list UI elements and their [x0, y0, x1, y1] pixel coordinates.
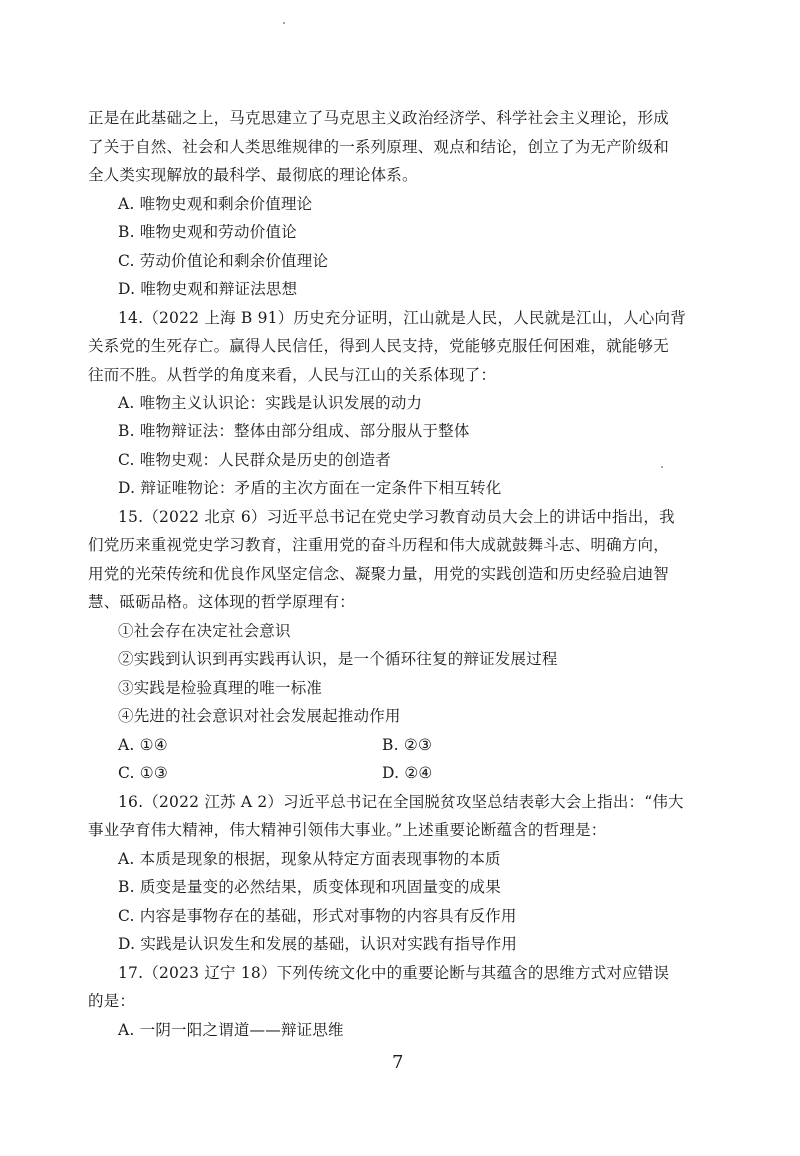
- q14-stem-line-3: 往而不胜。从哲学的角度来看，人民与江山的关系体现了：: [88, 366, 497, 384]
- scan-speck: [661, 466, 663, 468]
- q15-statement-4: ④先进的社会意识对社会发展起推动作用: [118, 707, 401, 725]
- q13-option-b: B. 唯物史观和劳动价值论: [118, 223, 297, 241]
- q13-option-a: A. 唯物史观和剩余价值理论: [118, 195, 313, 213]
- q15-option-c: C. ①③: [118, 764, 168, 782]
- page-number: 7: [392, 1052, 404, 1073]
- q16-option-d: D. 实践是认识发生和发展的基础，认识对实践有指导作用: [118, 935, 518, 953]
- q15-statement-3: ③实践是检验真理的唯一标准: [118, 679, 323, 697]
- q14-option-d: D. 辩证唯物论：矛盾的主次方面在一定条件下相互转化: [118, 479, 502, 497]
- q15-option-a: A. ①④: [118, 736, 168, 754]
- passage-line-3: 全人类实现解放的最科学、最彻底的理论体系。: [88, 166, 418, 184]
- q17-option-a: A. 一阴一阳之谓道——辩证思维: [118, 1021, 344, 1039]
- passage-line-1: 正是在此基础之上，马克思建立了马克思主义政治经济学、科学社会主义理论，形成: [88, 109, 669, 127]
- q16-stem-line-2: 事业孕育伟大精神，伟大精神引领伟大事业。”上述重要论断蕴含的哲理是：: [88, 821, 607, 839]
- q15-statement-2: ②实践到认识到再实践再认识，是一个循环往复的辩证发展过程: [118, 650, 558, 668]
- q14-stem-line-1: 14.（2022 上海 B 91）历史充分证明，江山就是人民，人民就是江山，人心向背: [118, 309, 686, 327]
- q13-option-d: D. 唯物史观和辩证法思想: [118, 280, 298, 298]
- q15-stem-line-2: 们党历来重视党史学习教育，注重用党的奋斗历程和伟大成就鼓舞斗志、明确方向，: [88, 536, 669, 554]
- q15-statement-1: ①社会存在决定社会意识: [118, 622, 291, 640]
- q15-option-b: B. ②③: [382, 736, 433, 754]
- q17-stem-line-2: 的是：: [88, 992, 136, 1010]
- q15-option-d: D. ②④: [382, 764, 433, 782]
- q17-stem-line-1: 17.（2023 辽宁 18）下列传统文化中的重要论断与其蕴含的思维方式对应错误: [118, 964, 670, 982]
- scan-speck: [283, 22, 285, 24]
- q16-option-b: B. 质变是量变的必然结果，质变体现和巩固量变的成果: [118, 878, 501, 896]
- passage-line-2: 了关于自然、社会和人类思维规律的一系列原理、观点和结论，创立了为无产阶级和: [88, 138, 669, 156]
- q16-stem-line-1: 16.（2022 江苏 A 2）习近平总书记在全国脱贫攻坚总结表彰大会上指出：“伟大: [118, 793, 684, 811]
- q13-option-c: C. 劳动价值论和剩余价值理论: [118, 252, 329, 270]
- q14-option-c: C. 唯物史观：人民群众是历史的创造者: [118, 451, 391, 469]
- q14-option-a: A. 唯物主义认识论：实践是认识发展的动力: [118, 394, 423, 412]
- q14-stem-line-2: 关系党的生死存亡。赢得人民信任，得到人民支持，党能够克服任何困难，就能够无: [88, 337, 669, 355]
- q16-option-c: C. 内容是事物存在的基础，形式对事物的内容具有反作用: [118, 907, 517, 925]
- q15-stem-line-1: 15.（2022 北京 6）习近平总书记在党史学习教育动员大会上的讲话中指出，我: [118, 508, 675, 526]
- q14-option-b: B. 唯物辩证法：整体由部分组成、部分服从于整体: [118, 422, 470, 440]
- q15-stem-line-3: 用党的光荣传统和优良作风坚定信念、凝聚力量，用党的实践创造和历史经验启迪智: [88, 565, 669, 583]
- q16-option-a: A. 本质是现象的根据，现象从特定方面表现事物的本质: [118, 850, 501, 868]
- q15-stem-line-4: 慧、砥砺品格。这体现的哲学原理有：: [88, 593, 355, 611]
